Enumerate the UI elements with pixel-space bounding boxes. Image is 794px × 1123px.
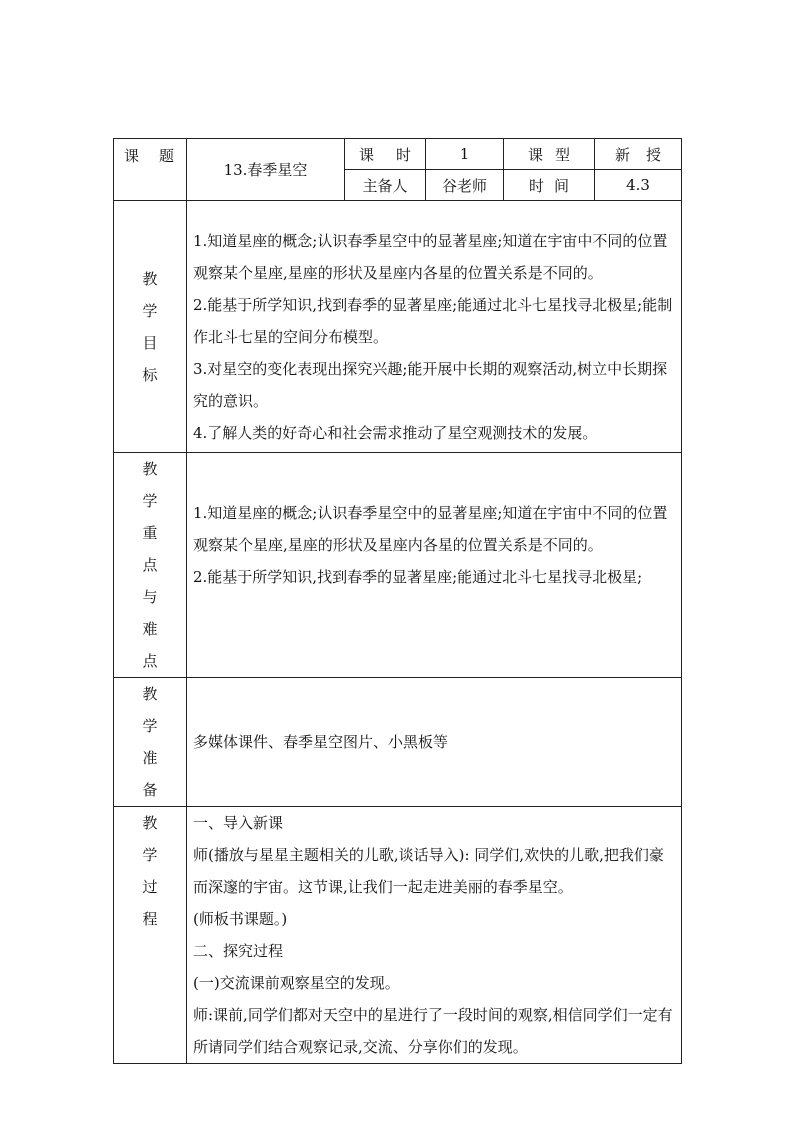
process-label: 教 学 过 程 xyxy=(114,807,187,1064)
time-value: 4.3 xyxy=(595,170,682,201)
objective-item: 4.了解人类的好奇心和社会需求推动了星空观测技术的发展。 xyxy=(193,423,598,442)
objectives-content xyxy=(187,201,682,453)
objectives-row xyxy=(114,201,682,453)
period-label-cell: 课 时 xyxy=(345,139,426,170)
header-row-1 xyxy=(114,139,682,170)
preparation-row xyxy=(114,678,682,807)
process-line: 师(播放与星星主题相关的儿歌,谈话导入): 同学们,欢快的儿歌,把我们豪而深邃的宇宙。这节课,让我们一起走进美丽的春季星空。 xyxy=(193,846,664,896)
key-points-row xyxy=(114,453,682,678)
process-content xyxy=(187,807,682,1064)
process-line: (师板书课题。) xyxy=(193,910,288,928)
preparation-label: 教 学 准 备 xyxy=(114,678,187,807)
type-value-cell: 新 授 xyxy=(595,139,682,170)
objective-item: 1.知道星座的概念;认识春季星空中的显著星座;知道在宇宙中不同的位置观察某个星座,星座的形状及星座内各星的位置关系是不同的。 xyxy=(193,231,668,282)
type-label-cell: 课 型 xyxy=(504,139,595,170)
time-label-cell: 时 间 xyxy=(504,170,595,201)
process-line: (一)交流课前观察星空的发现。 xyxy=(193,974,400,992)
preparer-label: 主备人 xyxy=(345,170,426,201)
period-value: 1 xyxy=(426,139,504,170)
lesson-plan-table xyxy=(113,138,682,1064)
key-points-label: 教 学 重 点 与 难 点 xyxy=(114,453,187,678)
objectives-label: 教 学 目 标 xyxy=(114,201,187,453)
subject-value-cell xyxy=(187,139,345,201)
objective-item: 3.对星空的变化表现出探究兴趣;能开展中长期的观察活动,树立中长期探究的意识。 xyxy=(193,359,668,410)
process-line: 一、导入新课 xyxy=(193,814,284,832)
key-point-item: 1.知道星座的概念;认识春季星空中的显著星座;知道在宇宙中不同的位置观察某个星座,星座的形状及星座内各星的位置关系是不同的。 xyxy=(193,504,668,554)
process-line: 二、探究过程 xyxy=(193,942,284,960)
objective-item: 2.能基于所学知识,找到春季的显著星座;能通过北斗七星找寻北极星;能制作北斗七星的空间分布模型。 xyxy=(193,295,673,346)
lesson-title: 13.春季星空 xyxy=(223,161,308,179)
preparer-value: 谷老师 xyxy=(426,170,504,201)
key-point-item: 2.能基于所学知识,找到春季的显著星座;能通过北斗七星找寻北极星; xyxy=(193,568,643,586)
process-row xyxy=(114,807,682,1064)
subject-label-cell: 课 题 xyxy=(114,139,187,201)
process-line: 师:课前,同学们都对天空中的星进行了一段时间的观察,相信同学们一定有所请同学们结合观察记录,交流、分享你们的发现。 xyxy=(193,1006,673,1056)
preparation-content xyxy=(187,678,682,807)
preparation-text: 多媒体课件、春季星空图片、小黑板等 xyxy=(193,733,449,751)
key-points-content xyxy=(187,453,682,678)
